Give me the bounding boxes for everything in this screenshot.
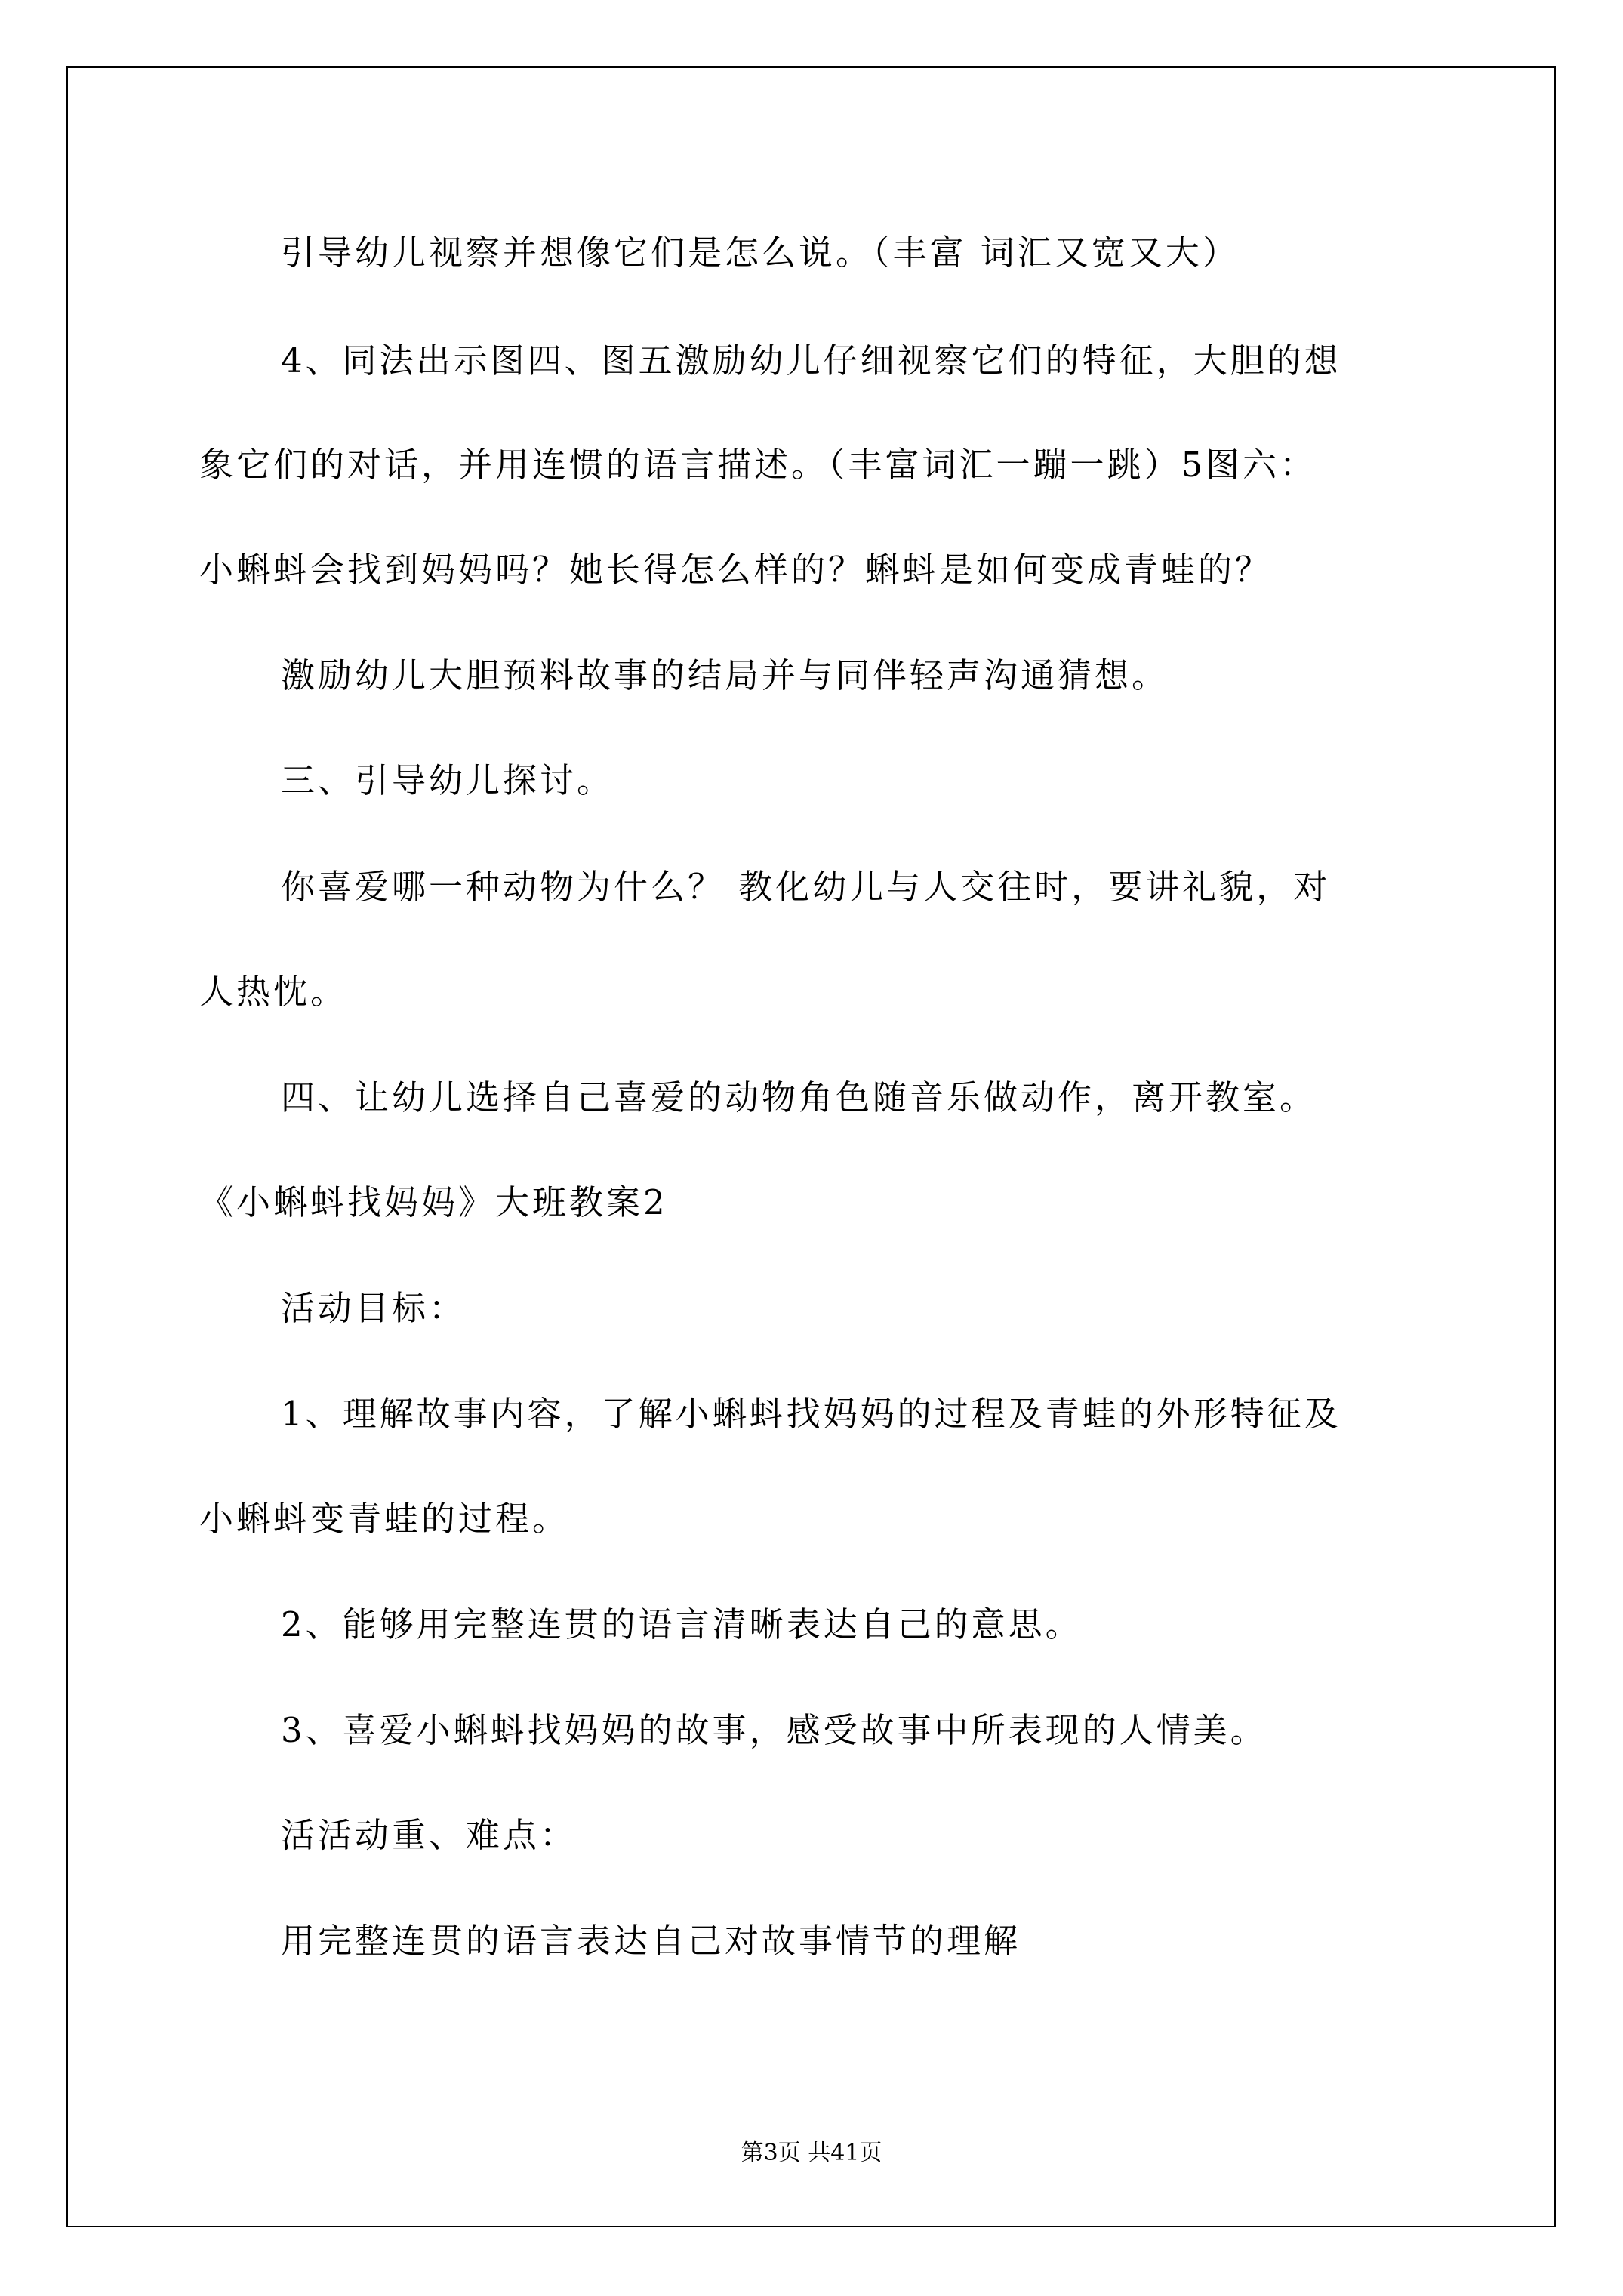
text-line: 4、同法出示图四、图五激励幼儿仔细视察它们的特征，大胆的想	[281, 341, 1341, 381]
text-line: 你喜爱哪一种动物为什么？ 教化幼儿与人交往时，要讲礼貌，对	[281, 867, 1331, 907]
text-line: 三、引导幼儿探讨。	[281, 760, 614, 800]
text-line: 引导幼儿视察并想像它们是怎么说。（丰富 词汇又宽又大）	[281, 233, 1240, 273]
text-line: 象它们的对话，并用连惯的语言描述。（丰富词汇一蹦一跳）5图六：	[199, 445, 1317, 485]
text-line: 3、喜爱小蝌蚪找妈妈的故事，感受故事中所表现的人情美。	[281, 1710, 1267, 1750]
text-line: 人热忱。	[199, 972, 348, 1012]
text-line: 小蝌蚪会找到妈妈吗？她长得怎么样的？蝌蚪是如何变成青蛙的？	[199, 550, 1273, 590]
text-line: 小蝌蚪变青蛙的过程。	[199, 1499, 570, 1539]
text-line: 用完整连贯的语言表达自己对故事情节的理解	[281, 1921, 1021, 1961]
text-line: 1、理解故事内容，了解小蝌蚪找妈妈的过程及青蛙的外形特征及	[281, 1394, 1341, 1434]
text-line: 活活动重、难点：	[281, 1815, 577, 1855]
section-heading: 《小蝌蚪找妈妈》大班教案2	[199, 1182, 668, 1222]
text-line: 2、能够用完整连贯的语言清晰表达自己的意思。	[281, 1604, 1083, 1644]
page-footer: 第3页 共41页	[741, 2140, 882, 2166]
text-line: 激励幼儿大胆预料故事的结局并与同伴轻声沟通猜想。	[281, 655, 1169, 695]
text-line: 活动目标：	[281, 1288, 467, 1328]
page-border	[66, 66, 1556, 2227]
text-line: 四、让幼儿选择自己喜爱的动物角色随音乐做动作，离开教室。	[281, 1077, 1317, 1117]
